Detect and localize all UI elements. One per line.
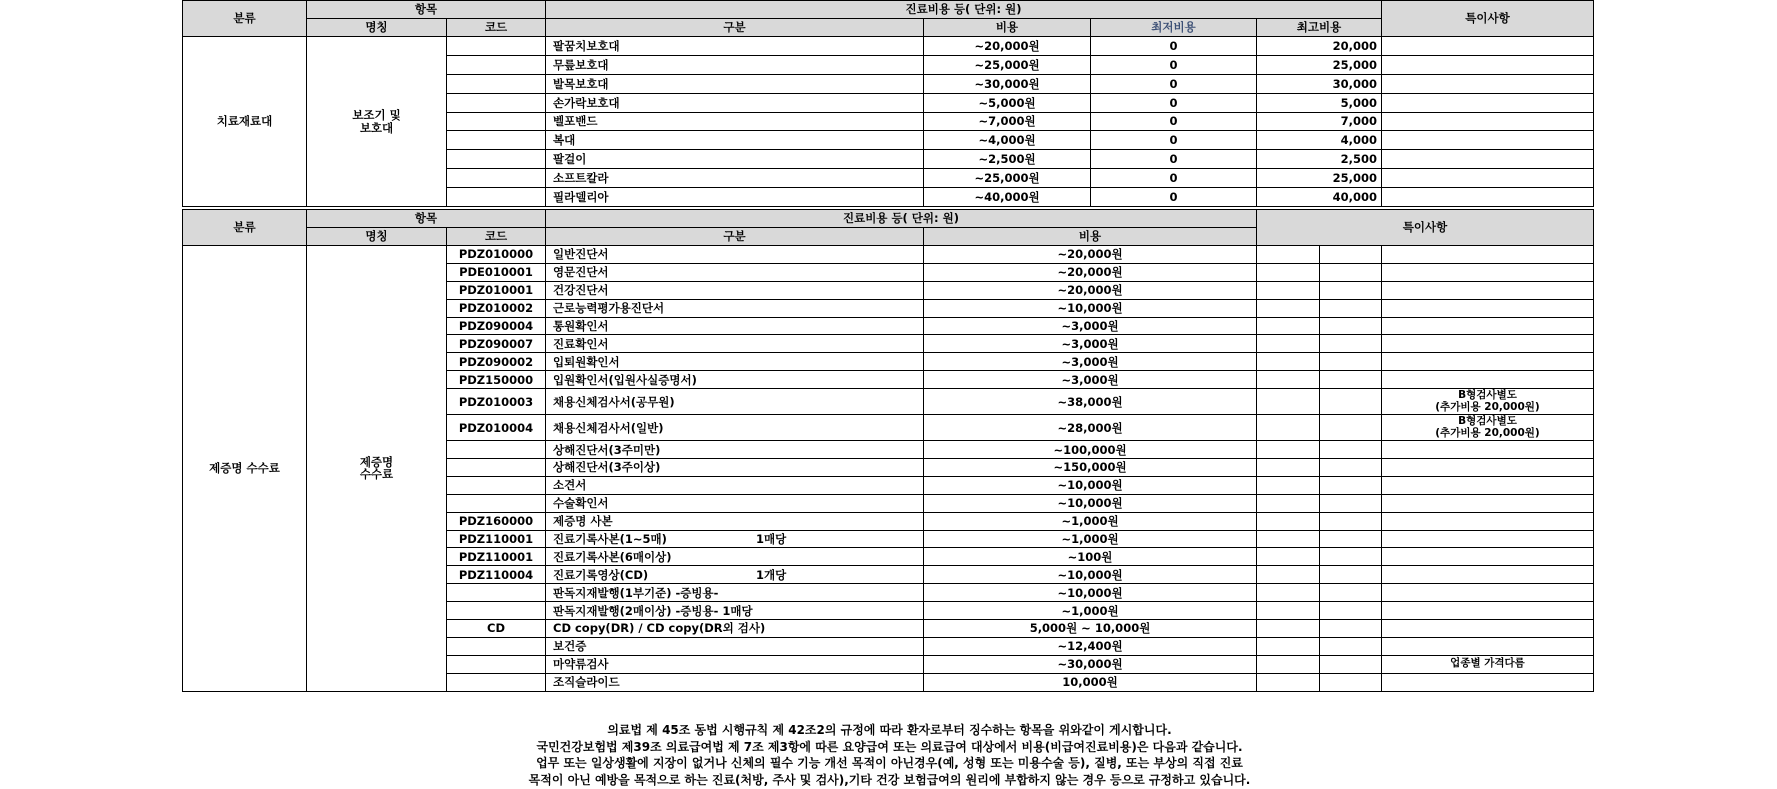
max-cost-cell: 7,000 <box>1257 112 1382 131</box>
header-cost-group: 진료비용 등( 단위: 원) <box>546 1 1382 19</box>
division-cell <box>546 459 924 477</box>
blank-cell <box>1257 317 1320 335</box>
code-cell <box>447 55 546 74</box>
item-name-cell: 보조기 및 보호대 <box>307 37 447 207</box>
division-cell <box>546 584 924 602</box>
max-cost-cell: 40,000 <box>1257 188 1382 207</box>
cost-cell: ~12,400원 <box>924 637 1257 655</box>
blank-cell <box>1257 548 1320 566</box>
header-name: 명칭 <box>307 228 447 246</box>
min-cost-cell: 0 <box>1091 74 1257 93</box>
cost-cell: ~3,000원 <box>924 317 1257 335</box>
code-cell <box>447 131 546 150</box>
division-cell <box>546 494 924 512</box>
blank-cell <box>1257 512 1320 530</box>
cost-cell: ~38,000원 <box>924 389 1257 415</box>
remarks-cell <box>1382 620 1594 638</box>
header-cost: 비용 <box>924 19 1091 37</box>
division-label: 진료기록사본(1~5매) <box>553 531 667 546</box>
blank-cell <box>1257 246 1320 264</box>
blank-cell <box>1320 512 1382 530</box>
cost-cell: ~10,000원 <box>924 494 1257 512</box>
division-cell <box>546 602 924 620</box>
blank-cell <box>1257 673 1320 691</box>
blank-cell <box>1320 353 1382 371</box>
division-label: 마약류검사 <box>553 657 609 672</box>
remarks-cell <box>1382 335 1594 353</box>
min-cost-cell: 0 <box>1091 131 1257 150</box>
remarks-cell <box>1382 512 1594 530</box>
header-code: 코드 <box>447 228 546 246</box>
code-cell <box>447 637 546 655</box>
remarks-cell <box>1382 112 1594 131</box>
code-cell: PDZ110001 <box>447 530 546 548</box>
max-cost-cell: 4,000 <box>1257 131 1382 150</box>
blank-cell <box>1257 476 1320 494</box>
code-cell: PDZ160000 <box>447 512 546 530</box>
code-cell <box>447 584 546 602</box>
blank-cell <box>1257 299 1320 317</box>
blank-cell <box>1320 476 1382 494</box>
code-cell <box>447 459 546 477</box>
notice-line: 목적이 아닌 예방을 목적으로 하는 진료(처방, 주사 및 검사),기타 건강 보험급여의 원리에 부합하지 않는 경우 등으로 규정하고 있습니다. <box>528 772 1251 787</box>
code-cell: PDZ010003 <box>447 389 546 415</box>
code-cell: PDZ090004 <box>447 317 546 335</box>
blank-cell <box>1320 530 1382 548</box>
blank-cell <box>1257 459 1320 477</box>
blank-cell <box>1257 584 1320 602</box>
blank-cell <box>1257 620 1320 638</box>
header-name: 명칭 <box>307 19 447 37</box>
cost-cell: ~20,000원 <box>924 37 1091 56</box>
header-item: 항목 <box>307 1 546 19</box>
cost-cell: ~20,000원 <box>924 263 1257 281</box>
cost-cell: ~10,000원 <box>924 299 1257 317</box>
blank-cell <box>1320 299 1382 317</box>
blank-cell <box>1320 441 1382 459</box>
cost-cell: ~4,000원 <box>924 131 1091 150</box>
division-label: 근로능력평가용진단서 <box>553 301 665 316</box>
cost-cell: ~1,000원 <box>924 530 1257 548</box>
remarks-cell <box>1382 131 1594 150</box>
cost-cell: ~1,000원 <box>924 602 1257 620</box>
blank-cell <box>1320 459 1382 477</box>
category-cell: 치료재료대 <box>183 37 307 207</box>
code-cell: PDZ110004 <box>447 566 546 584</box>
remarks-cell <box>1382 459 1594 477</box>
remarks-cell <box>1382 93 1594 112</box>
min-cost-cell: 0 <box>1091 93 1257 112</box>
cost-cell: ~100원 <box>924 548 1257 566</box>
division-cell <box>546 441 924 459</box>
code-cell: PDZ010000 <box>447 246 546 264</box>
division-cell <box>546 335 924 353</box>
remarks-cell <box>1382 476 1594 494</box>
code-cell <box>447 441 546 459</box>
blank-cell <box>1320 389 1382 415</box>
min-cost-cell: 0 <box>1091 112 1257 131</box>
division-cell: 발목보호대 <box>546 74 924 93</box>
unit-label: 1개당 <box>756 567 787 582</box>
division-cell <box>546 263 924 281</box>
header-cost: 비용 <box>924 228 1257 246</box>
header-category: 분류 <box>183 1 307 37</box>
code-cell: PDZ010002 <box>447 299 546 317</box>
header-max-cost: 최고비용 <box>1257 19 1382 37</box>
division-cell <box>546 476 924 494</box>
code-cell <box>447 112 546 131</box>
remarks-cell <box>1382 548 1594 566</box>
max-cost-cell: 5,000 <box>1257 93 1382 112</box>
header-remarks: 특이사항 <box>1257 210 1594 246</box>
unit-label: 1매당 <box>756 531 787 546</box>
min-cost-cell: 0 <box>1091 55 1257 74</box>
blank-cell <box>1320 371 1382 389</box>
cost-cell: ~30,000원 <box>924 74 1091 93</box>
blank-cell <box>1257 530 1320 548</box>
division-label: 제증명 사본 <box>553 514 613 529</box>
code-cell <box>447 188 546 207</box>
code-cell <box>447 150 546 169</box>
division-cell <box>546 512 924 530</box>
code-cell <box>447 476 546 494</box>
remarks-cell <box>1382 281 1594 299</box>
header-division: 구분 <box>546 19 924 37</box>
blank-cell <box>1257 494 1320 512</box>
cost-cell: ~1,000원 <box>924 512 1257 530</box>
division-label: 입원확인서(입원사실증명서) <box>553 372 697 387</box>
blank-cell <box>1320 673 1382 691</box>
cost-cell: ~28,000원 <box>924 415 1257 441</box>
blank-cell <box>1257 415 1320 441</box>
blank-cell <box>1257 441 1320 459</box>
code-cell <box>447 673 546 691</box>
blank-cell <box>1257 637 1320 655</box>
division-cell <box>546 637 924 655</box>
division-label: 건강진단서 <box>553 283 609 298</box>
header-item: 항목 <box>307 210 546 228</box>
remarks-cell <box>1382 299 1594 317</box>
division-cell <box>546 415 924 441</box>
division-label: 채용신체검사서(일반) <box>553 420 664 435</box>
division-label: 진료확인서 <box>553 336 609 351</box>
blank-cell <box>1320 602 1382 620</box>
header-division: 구분 <box>546 228 924 246</box>
division-label: 입퇴원확인서 <box>553 354 620 369</box>
division-cell <box>546 673 924 691</box>
max-cost-cell: 2,500 <box>1257 150 1382 169</box>
blank-cell <box>1320 335 1382 353</box>
notice-line: 국민건강보험법 제39조 의료급여법 제 7조 제3항에 따른 요양급여 또는 의료급여 대상에서 비용(비급여진료비용)은 다음과 같습니다. <box>536 739 1243 754</box>
min-cost-cell: 0 <box>1091 150 1257 169</box>
remarks-cell: 업종별 가격다름 <box>1382 655 1594 673</box>
table-row <box>183 246 1594 264</box>
division-cell: 무릎보호대 <box>546 55 924 74</box>
division-cell <box>546 389 924 415</box>
remarks-cell <box>1382 317 1594 335</box>
division-cell: 벨포밴드 <box>546 112 924 131</box>
remarks-cell <box>1382 494 1594 512</box>
blank-cell <box>1257 389 1320 415</box>
blank-cell <box>1257 371 1320 389</box>
remarks-cell <box>1382 637 1594 655</box>
code-cell: PDZ150000 <box>447 371 546 389</box>
blank-cell <box>1320 620 1382 638</box>
certificate-fee-table <box>182 209 1594 692</box>
cost-cell: ~2,500원 <box>924 150 1091 169</box>
code-cell <box>447 74 546 93</box>
blank-cell <box>1320 655 1382 673</box>
remarks-cell <box>1382 566 1594 584</box>
remarks-cell <box>1382 673 1594 691</box>
blank-cell <box>1320 494 1382 512</box>
division-cell <box>546 299 924 317</box>
division-label: 상해진단서(3주이상) <box>553 460 661 475</box>
division-label: 진료기록영상(CD) <box>553 567 649 582</box>
code-cell <box>447 602 546 620</box>
division-cell: 손가락보호대 <box>546 93 924 112</box>
max-cost-cell: 25,000 <box>1257 55 1382 74</box>
category-cell: 제증명 수수료 <box>183 246 307 692</box>
cost-cell: ~3,000원 <box>924 371 1257 389</box>
blank-cell <box>1320 415 1382 441</box>
division-cell <box>546 317 924 335</box>
division-label: 채용신체검사서(공무원) <box>553 394 675 409</box>
cost-cell: ~30,000원 <box>924 655 1257 673</box>
division-cell <box>546 353 924 371</box>
remarks-cell <box>1382 441 1594 459</box>
min-cost-cell: 0 <box>1091 188 1257 207</box>
code-cell <box>447 37 546 56</box>
division-cell: 팔꿈치보호대 <box>546 37 924 56</box>
remarks-cell <box>1382 246 1594 264</box>
blank-cell <box>1320 317 1382 335</box>
division-label: 소견서 <box>553 478 587 493</box>
remarks-cell <box>1382 602 1594 620</box>
division-label: 영문진단서 <box>553 265 609 280</box>
division-label: 상해진단서(3주미만) <box>553 442 661 457</box>
division-label: CD copy(DR) / CD copy(DR외 검사) <box>553 621 766 636</box>
code-cell <box>447 655 546 673</box>
cost-cell: ~20,000원 <box>924 246 1257 264</box>
remarks-cell <box>1382 55 1594 74</box>
division-cell: 필라델리아 <box>546 188 924 207</box>
min-cost-cell: 0 <box>1091 37 1257 56</box>
division-cell <box>546 281 924 299</box>
header-remarks: 특이사항 <box>1382 1 1594 37</box>
table-row <box>183 37 1594 56</box>
code-cell: PDZ090002 <box>447 353 546 371</box>
remarks-cell <box>1382 263 1594 281</box>
remarks-cell <box>1382 371 1594 389</box>
division-label: 조직슬라이드 <box>553 675 620 690</box>
remarks-cell <box>1382 353 1594 371</box>
code-cell: PDZ010004 <box>447 415 546 441</box>
cost-cell: ~10,000원 <box>924 566 1257 584</box>
division-label: 판독지재발행(1부기준) -증빙용- <box>553 585 719 600</box>
blank-cell <box>1320 566 1382 584</box>
division-cell <box>546 566 924 584</box>
blank-cell <box>1257 281 1320 299</box>
blank-cell <box>1257 602 1320 620</box>
division-label: 일반진단서 <box>553 247 609 262</box>
cost-cell: 10,000원 <box>924 673 1257 691</box>
code-cell <box>447 169 546 188</box>
max-cost-cell: 20,000 <box>1257 37 1382 56</box>
notice-line: 업무 또는 일상생활에 지장이 없거나 신체의 필수 기능 개선 목적이 아닌경우(예, 성형 또는 미용수술 등), 질병, 또는 부상의 직접 진료 <box>536 756 1243 770</box>
cost-cell: ~3,000원 <box>924 335 1257 353</box>
max-cost-cell: 25,000 <box>1257 169 1382 188</box>
code-cell: CD <box>447 620 546 638</box>
code-cell: PDZ090007 <box>447 335 546 353</box>
notice-line: 의료법 제 45조 동법 시행규칙 제 42조2의 규정에 따라 환자로부터 징수하는 항목을 위와같이 게시합니다. <box>607 723 1172 737</box>
division-cell: 소프트칼라 <box>546 169 924 188</box>
cost-cell: ~3,000원 <box>924 353 1257 371</box>
legal-notice <box>182 722 1597 788</box>
cost-cell: ~25,000원 <box>924 169 1091 188</box>
cost-cell: ~150,000원 <box>924 459 1257 477</box>
cost-cell: ~10,000원 <box>924 476 1257 494</box>
blank-cell <box>1257 566 1320 584</box>
code-cell: PDZ010001 <box>447 281 546 299</box>
division-label: 보건증 <box>553 639 587 654</box>
remarks-cell <box>1382 584 1594 602</box>
division-cell <box>546 246 924 264</box>
header-category: 분류 <box>183 210 307 246</box>
division-cell <box>546 371 924 389</box>
division-label: 수술확인서 <box>553 496 609 511</box>
remarks-cell: B형검사별도 (추가비용 20,000원) <box>1382 415 1594 441</box>
header-cost-group: 진료비용 등( 단위: 원) <box>546 210 1257 228</box>
division-cell <box>546 655 924 673</box>
cost-cell: ~10,000원 <box>924 584 1257 602</box>
blank-cell <box>1257 353 1320 371</box>
code-cell <box>447 494 546 512</box>
blank-cell <box>1320 637 1382 655</box>
item-name-cell: 제증명 수수료 <box>307 246 447 692</box>
cost-cell: ~5,000원 <box>924 93 1091 112</box>
division-cell <box>546 530 924 548</box>
min-cost-cell: 0 <box>1091 169 1257 188</box>
division-cell: 복대 <box>546 131 924 150</box>
cost-cell: 5,000원 ~ 10,000원 <box>924 620 1257 638</box>
code-cell: PDE010001 <box>447 263 546 281</box>
division-cell <box>546 620 924 638</box>
division-label: 통원확인서 <box>553 318 609 333</box>
remarks-cell <box>1382 169 1594 188</box>
division-label: 판독지재발행(2매이상) -증빙용- 1매당 <box>553 603 753 618</box>
division-label: 진료기록사본(6매이상) <box>553 549 672 564</box>
remarks-cell <box>1382 188 1594 207</box>
code-cell: PDZ110001 <box>447 548 546 566</box>
material-cost-table <box>182 0 1594 207</box>
blank-cell <box>1320 584 1382 602</box>
cost-cell: ~20,000원 <box>924 281 1257 299</box>
blank-cell <box>1320 548 1382 566</box>
cost-cell: ~40,000원 <box>924 188 1091 207</box>
remarks-cell <box>1382 530 1594 548</box>
header-code: 코드 <box>447 19 546 37</box>
cost-cell: ~7,000원 <box>924 112 1091 131</box>
blank-cell <box>1320 281 1382 299</box>
remarks-cell: B형검사별도 (추가비용 20,000원) <box>1382 389 1594 415</box>
remarks-cell <box>1382 74 1594 93</box>
header-min-cost: 최저비용 <box>1091 19 1257 37</box>
blank-cell <box>1320 263 1382 281</box>
division-cell <box>546 548 924 566</box>
remarks-cell <box>1382 37 1594 56</box>
cost-cell: ~100,000원 <box>924 441 1257 459</box>
blank-cell <box>1320 246 1382 264</box>
code-cell <box>447 93 546 112</box>
cost-cell: ~25,000원 <box>924 55 1091 74</box>
division-cell: 팔걸이 <box>546 150 924 169</box>
blank-cell <box>1257 655 1320 673</box>
blank-cell <box>1257 263 1320 281</box>
remarks-cell <box>1382 150 1594 169</box>
blank-cell <box>1257 335 1320 353</box>
max-cost-cell: 30,000 <box>1257 74 1382 93</box>
